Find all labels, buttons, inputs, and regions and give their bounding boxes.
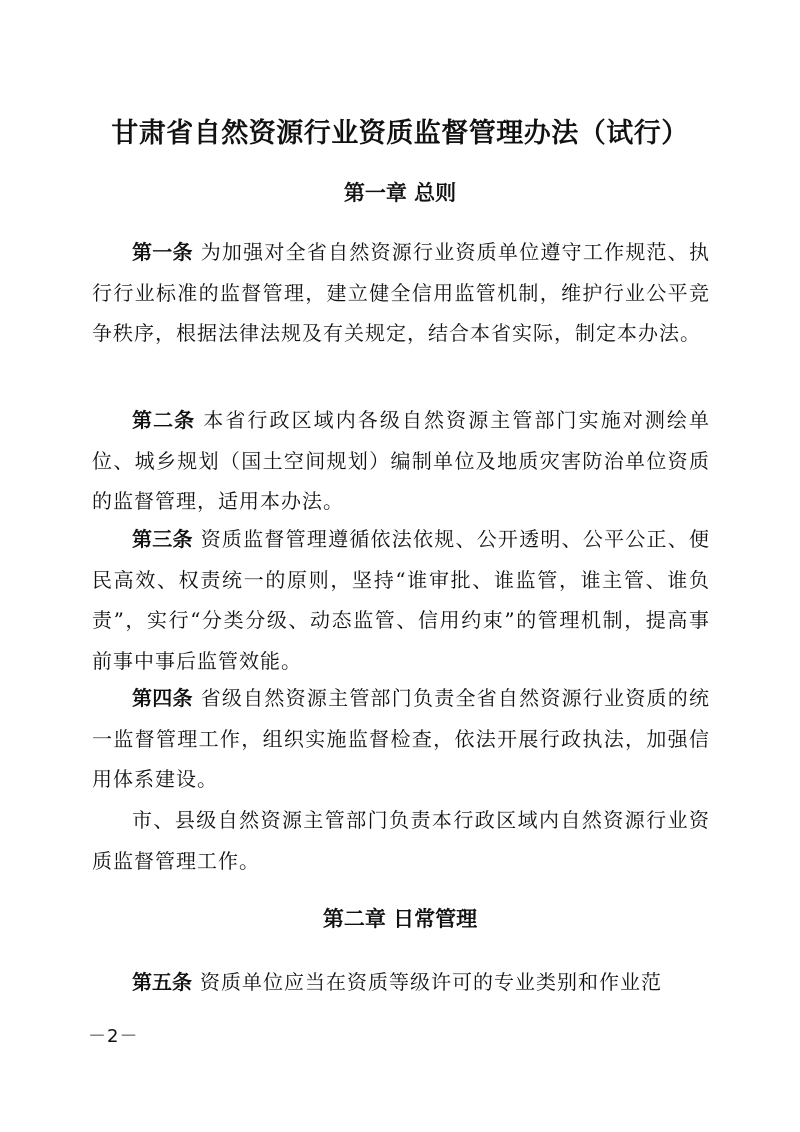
page-number: －2－ [88, 1026, 139, 1047]
article-label: 第五条 [132, 970, 192, 994]
chapter-heading: 第一章 总则 [343, 181, 457, 205]
article-paragraph [92, 678, 710, 800]
article-paragraph [92, 232, 710, 354]
article-paragraph [92, 519, 710, 681]
document-title: 甘肃省自然资源行业资质监督管理办法（试行） [111, 118, 689, 150]
article-paragraph [92, 800, 710, 881]
chapter-heading: 第二章 日常管理 [322, 907, 478, 931]
article-text: 本省行政区域内各级自然资源主管部门实施对测绘单位、城乡规划（国土空间规划）编制单位及地质灾害防治单位资质的监督管理，适用本办法。 [92, 408, 711, 514]
article-text: 省级自然资源主管部门负责全省自然资源行业资质的统一监督管理工作，组织实施监督检查，依法开展行政执法，加强信用体系建设。 [92, 686, 711, 792]
article-paragraph [92, 400, 710, 522]
article-label: 第三条 [132, 527, 193, 551]
article-text: 市、县级自然资源主管部门负责本行政区域内自然资源行业资质监督管理工作。 [92, 808, 710, 873]
article-label: 第四条 [132, 686, 193, 710]
article-text: 资质监督管理遵循依法依规、公开透明、公平公正、便民高效、权责统一的原则，坚持“谁审批、谁监管，谁主管、谁负责”，实行“分类分级、动态监管、信用约束”的管理机制，提高事前事中事后监管效能。 [92, 527, 711, 673]
article-label: 第二条 [132, 408, 196, 432]
article-paragraph [92, 962, 710, 1003]
article-text: 为加强对全省自然资源行业资质单位遵守工作规范、执行行业标准的监督管理，建立健全信用监管机制，维护行业公平竞争秩序，根据法律法规及有关规定，结合本省实际，制定本办法。 [92, 240, 711, 346]
article-text: 资质单位应当在资质等级许可的专业类别和作业范 [200, 970, 662, 994]
article-label: 第一条 [132, 240, 193, 264]
